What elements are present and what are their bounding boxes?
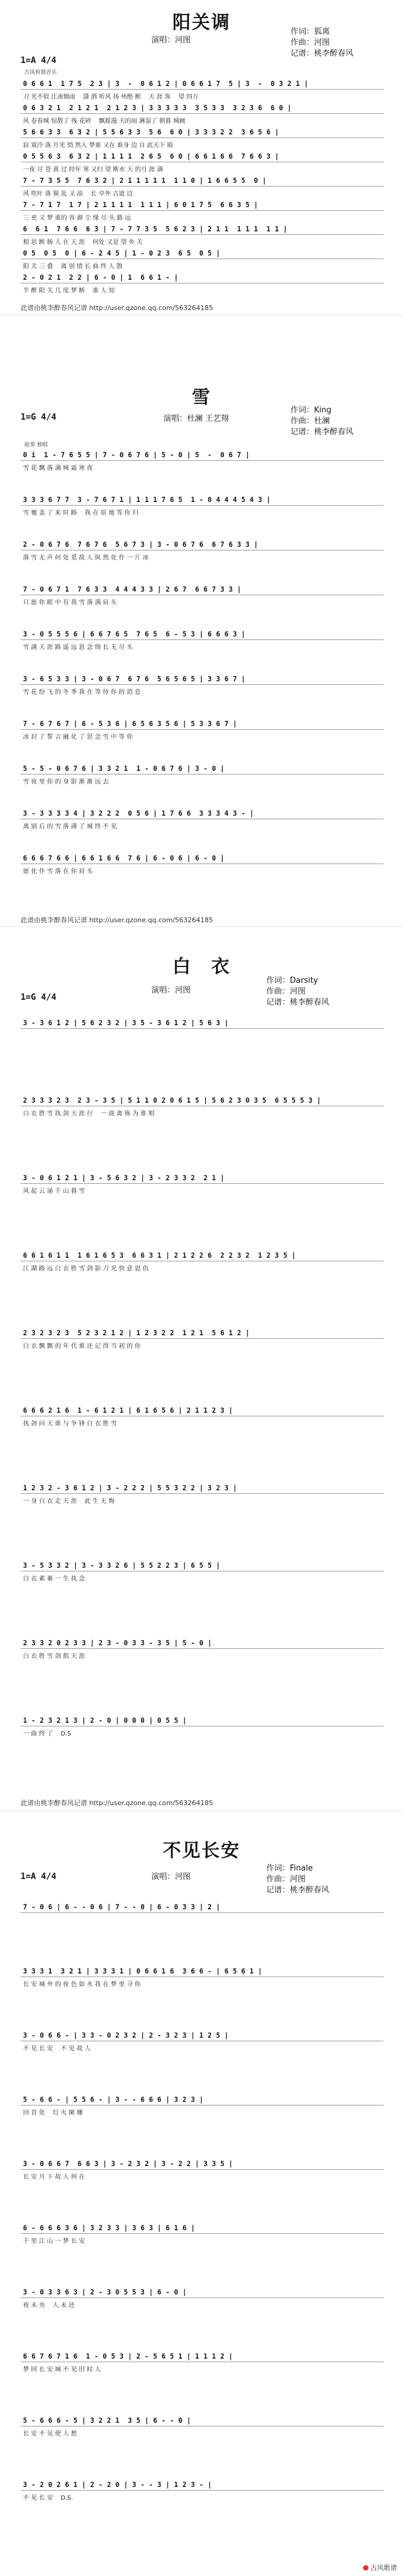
notation-system [21,1966,384,2003]
beat-underline [21,505,384,506]
beat-underline [21,234,384,235]
notation-system [21,584,384,621]
beat-underline [21,1338,384,1339]
notation-system [21,450,384,486]
transcriber: 记谱：桃李醉春风 [290,428,354,437]
notation-system [21,151,384,173]
lyric-row: 雪 满 天 涯 路 遥 远 思 念 绵 长 无 尽 头 [23,644,133,651]
notation-system [21,2095,384,2131]
beat-underline [21,1493,384,1494]
notation-system [21,176,384,197]
lyric-row: 一 身 白 衣 走 天 涯 此 生 无 悔 [23,1498,115,1505]
notation-system [21,495,384,531]
notation-system [21,2159,384,2195]
notation-system [21,1250,384,1287]
transcriber: 记谱：桃李醉春风 [266,998,330,1007]
note-row: 3 - 0 6 6 7 6 6 3 | 3 - 2 3 2 | 3 - 2 2 | 3 3 5 | [23,2160,233,2168]
beat-underline [21,2169,384,2170]
singer: 演唱：河图 [151,1872,191,1881]
lyric-row: 雪 花 纷 飞 的 冬 季 我 在 等 待 你 的 消 息 [23,689,141,696]
notation-system [21,719,384,755]
beat-underline [21,460,384,461]
lyric-row: 雪 覆 盖 了 来 时 路 我 在 原 地 等 你 归 [23,510,139,517]
note-row: 5 6 6 3 3 6 3 2 | 5 5 6 3 3 5 6 6 0 | 3 3 3 2 2 3 6 5 6 | [23,128,280,136]
transcriber: 记谱：桃李醉春风 [266,1886,330,1895]
notation-system [21,1483,384,1519]
note-row: 6 6 6 2 1 6 1 - 6 1 2 1 | 6 1 6 5 6 | 2 1 1 2 3 | [23,1407,233,1415]
note-row: 5 - 5 - 0 6 7 6 | 3 3 2 1 1 - 0 6 7 6 | 3 - 0 | [23,765,224,773]
lyric-row: 梦 回 长 安 城 不 见 旧 时 人 [23,2366,101,2373]
sheet-2 [0,315,403,927]
lyric-row: 回 首 处 灯 火 阑 珊 [23,2110,83,2116]
beat-underline [21,1028,384,1029]
note-row: 5 - 6 6 6 - 5 | 3 2 2 1 3 5 | 6 - - 0 | [23,2417,191,2425]
composer: 作曲：杜澜 [290,417,330,426]
lyric-row: 半 醉 阳 关 几 度 梦 断 谁 人 知 [23,288,115,294]
note-row: 7 - 7 3 5 5 7 6 3 2 | 2 1 1 1 1 1 1 1 0 | 1 6 6 5 5 0 | [23,177,267,185]
beat-underline [21,1648,384,1649]
note-row: 1 2 3 2 - 3 6 1 2 | 3 - 2 2 2 | 5 5 3 2 2 | 3 2 3 | [23,1484,237,1492]
composer: 作曲：河图 [266,1875,306,1884]
lyric-row: 长 安 城 外 的 夜 色 如 水 我 在 梦 里 寻 你 [23,1981,141,1988]
composer: 作曲：河图 [266,987,306,996]
notation-system [21,2416,384,2452]
notation-system [21,2030,384,2067]
key-signature: 1=G 4/4 [21,412,57,422]
note-row: 3 - 0 3 3 6 3 | 2 - 3 0 5 5 3 | 6 - 0 | [23,2288,187,2296]
lyric-row: 长 安 月 下 故 人 何 在 [23,2174,85,2181]
lyric-row: 雪 花 飘 落 满 城 霜 寒 夜 [23,465,93,472]
notation-system [21,272,384,294]
beat-underline [21,186,384,187]
lyric-row: 江 湖 路 远 白 衣 胜 雪 剑 影 刀 光 快 意 恩 仇 [23,1266,149,1272]
lyric-row: 刀 光不似 江南烟雨 潇 洒 听风 扬 州绝 断 天 涯 客 望 四方 [23,94,198,101]
lyric-row: 风 吹叶 落 鬓 乱 又 添 长 亭外 古道 边 [23,191,133,197]
note-row: 2 - 0 6 7 6 7 6 7 6 5 6 7 3 | 3 - 0 6 7 6 6 7 6 3 3 | [23,541,258,549]
note-row: 3 - 0 6 1 2 1 | 3 - 5 6 3 2 | 3 - 2 3 3 2 2 1 | [23,1174,224,1182]
note-row: 7 - 6 7 6 7 | 6 - 5 3 6 | 6 5 6 3 5 6 | 5 3 3 6 7 | [23,720,237,728]
note-row: 3 - 5 3 3 2 | 3 - 3 3 2 6 | 5 5 2 2 3 | 6 5 5 | [23,1562,220,1570]
note-row: 1 - 2 3 2 1 3 | 2 - 0 | 0 0 0 | 0 5 5 | [23,1717,187,1725]
beat-underline [21,137,384,138]
notation-system [21,540,384,576]
key-signature: 1=G 4/4 [21,992,57,1002]
beat-underline [21,1912,384,1913]
note-row: 0 6 6 1 1 7 5 2 3 | 3 - 0 6 1 2 | 0 6 6 1 7 5 | 3 - 0 3 2 1 | [23,80,309,88]
notation-system [21,1018,384,1054]
notation-system [21,808,384,845]
note-row: 2 - 0 2 1 2 2 | 6 - 0 | 1 6 6 1 - | [23,274,179,282]
lyric-row: 寂 寞冷 落 月光 悄 然入 梦谁 又在 谁身 边 自 此天下 暗 [23,142,174,149]
notation-system [21,1328,384,1364]
lyric-row: 离 别 后 的 雪 落 满 了 城 终 不 见 [23,824,117,830]
lyric-row: 白 衣 胜 雪 剑 指 天 涯 [23,1653,85,1660]
note-row: 3 - 0 5 5 5 6 | 6 6 7 6 5 7 6 5 6 - 5 3 | 6 6 6 3 | [23,630,246,638]
note-row: 0 5 0 5 0 | 6 - 2 4 5 | 1 - 0 2 3 6 5 0 5 | [23,249,220,257]
footer-note: 此谱由桃李醉春风记谱 http://user.qzone.qq.com/563264185 [21,304,214,312]
notation-system [21,224,384,246]
note-row: 6 6 7 6 7 1 6 1 - 0 5 3 | 2 - 5 6 5 1 | 1 1 1 2 | [23,2353,233,2360]
lyric-row: 风 起 云 涌 千 山 暮 雪 [23,1188,85,1195]
notation-system [21,2287,384,2323]
note-row: 2 3 2 3 2 3 5 2 3 2 1 2 | 1 2 3 2 2 1 2 1 5 6 1 2 | [23,1329,250,1337]
beat-underline [21,210,384,211]
notation-system [21,103,384,125]
song-title: 阳关调 [172,12,231,33]
notation-system [21,200,384,222]
corner-logo [361,2561,399,2574]
sheet-1 [0,0,403,315]
notation-system [21,764,384,800]
lyric-row: 一 曲 终 了 D.S [23,1731,71,1737]
notation-system [21,1405,384,1442]
note-row: 2 3 3 2 0 2 3 3 | 2 3 - 0 3 3 - 3 5 | 5 - 0 | [23,1639,212,1647]
key-signature: 1=A 4/4 [21,56,57,65]
sheet-4 [0,1811,403,2576]
lyric-row: 一夜 尽 苍 黄 过 经年 寒 又归 望 断水 天 的月 涯 满 [23,167,163,173]
singer: 演唱：杜澜 王艺翔 [163,414,229,423]
lyric-row: 千 里 江 山 一 梦 长 安 [23,2238,85,2245]
lyric-row: 雪 夜 里 你 的 身 影 渐 渐 远 去 [23,779,109,785]
note-row: 3 - 0 6 6 - | 3 3 - 0 2 3 2 | 2 - 3 2 3 | 1 2 5 | [23,2032,229,2039]
beat-underline [21,684,384,685]
lyric-row: 白 衣 飘 飘 的 年 代 谁 还 记 得 当 初 的 你 [23,1343,141,1350]
beat-underline [21,113,384,114]
note-row: 0 5 5 6 3 6 3 2 | 1 1 1 1 2 6 5 6 0 | 6 6 1 6 6 7 6 6 3 | [23,153,280,160]
sheet-3 [0,926,403,1811]
notation-system [21,674,384,710]
corner-logo-text: 古风歌谱 [370,2564,397,2572]
lyric-row: 白 衣 胜 雪 执 剑 天 涯 行 一 曲 离 殇 为 谁 唱 [23,1111,155,1117]
logo-dot-icon [363,2565,369,2571]
lyric-row: 冰 封 了 誓 言 融 化 了 思 念 雪 中 等 你 [23,734,133,741]
beat-underline [21,1183,384,1184]
singer: 演唱：河图 [151,986,191,995]
lyric-row: 只 愿 你 眼 中 有 我 雪 落 满 肩 头 [23,599,117,606]
note-row: 6 6 6 7 6 6 | 6 6 1 6 6 7 6 | 6 - 0 6 | 6 - 0 | [23,854,224,862]
lyric-row: 不 见 长 安 D.S. [23,2495,73,2502]
note-row: 5 - 6 6 - | 5 5 6 - | 3 - - 6 6 6 | 3 2 3 | [23,2096,204,2104]
song-title: 雪 [192,387,211,408]
lyric-row: 夜 未 央 人 未 还 [23,2302,75,2309]
lyric-row: 三 更 又 梦 谁的 容 颜 尘 缘 尽 头 路 远 [23,215,131,222]
beat-underline [21,639,384,640]
notation-system [21,1902,384,1938]
beat-underline [21,2490,384,2491]
note-row: 7 - 0 6 | 6 - - 0 6 | 7 - - 0 | 6 - 0 3 3 | 2 | [23,1903,220,1911]
note-row: 3 - 2 0 2 6 1 | 2 - 2 0 | 3 - - 3 | 1 2 3 - | [23,2481,212,2489]
note-row: 6 6 1 6 1 1 1 6 1 6 5 3 6 6 3 1 | 2 1 2 2 6 2 2 3 2 1 2 3 5 | [23,1252,296,1260]
lyric-row: 愿 化 作 雪 落 在 你 肩 头 [23,868,93,875]
notation-system [21,79,384,101]
note-row: 3 - 3 6 1 2 | 5 6 2 3 2 | 3 5 - 3 6 1 2 | 5 6 3 | [23,1019,229,1027]
beat-underline [21,2297,384,2298]
note-row: 3 - 3 3 3 3 4 | 3 2 2 2 0 5 6 | 1 7 6 6 3 3 3 4 3 - | [23,810,254,817]
lyricist: 作词：Finale [266,1864,313,1873]
note-row: 7 - 7 1 7 1 7 | 2 1 1 1 1 1 1 1 | 6 0 1 7 5 6 6 3 5 | [23,201,258,209]
notation-system [21,2223,384,2259]
note-row: 3 - 6 5 3 3 | 3 - 0 6 7 6 7 6 5 6 5 6 5 | 3 3 6 7 | [23,675,246,683]
transcriber: 记谱：桃李醉春风 [290,49,354,58]
notation-system [21,1560,384,1597]
lyric-row: 白 衣 素 裹 一 生 执 念 [23,1576,85,1582]
note-row: 2 3 3 3 2 3 2 3 - 3 5 | 5 1 1 0 2 0 6 1 5 | 5 6 2 3 0 3 5 6 5 5 5 3 | [23,1097,321,1105]
notation-system [21,1095,384,1132]
notation-system [21,248,384,270]
notation-system [21,629,384,665]
notation-system [21,2480,384,2516]
key-signature: 1=A 4/4 [21,1872,57,1881]
lyric-row: 不 见 长 安 不 见 故 人 [23,2046,91,2052]
footer-note: 此谱由桃李醉春风记谱 http://user.qzone.qq.com/563264185 [21,1799,214,1807]
lyric-row: 风 卷春城 惊散了 残 花碎 飘摇漫 天的雨 淋湿了 朝暮 城阙 [23,118,186,125]
note-row: 6 6 1 7 6 6 6 3 | 7 - 7 7 3 5 5 6 2 3 | 2 1 1 1 1 1 1 1 | [23,225,287,233]
notation-system [21,1638,384,1674]
beat-underline [21,89,384,90]
lyric-row: 阳 关 三 叠 离 别 情 长 曲 终 人 散 [23,263,123,270]
footer-note: 此谱由桃李醉春风记谱 http://user.qzone.qq.com/563264185 [21,916,214,924]
lyricist: 作词：Darsity [266,976,318,985]
note-row: 6 - 6 6 6 3 6 | 3 2 3 3 | 3 6 3 | 6 1 6 | [23,2224,195,2232]
note-row: 0 6 3 2 1 2 1 2 1 2 1 2 3 | 3 3 3 3 3 3 5 3 3 3 2 3 6 6 0 | [23,104,292,112]
beat-underline [21,2233,384,2234]
lyric-row: 落 雪 无 声 何 处 觅 故 人 纵 然 化 作 一 片 冰 [23,555,149,561]
section-tag: 古风和谐音乐 [24,70,57,76]
song-title: 不见长安 [163,1840,240,1861]
notation-system [21,2351,384,2388]
lyric-row: 长 安 不 见 使 人 愁 [23,2431,77,2437]
song-title: 白 衣 [172,956,231,977]
note-row: 3 3 3 6 7 7 3 - 7 6 7 1 | 1 1 1 7 6 5 1 - 0 4 4 4 5 4 3 | [23,496,271,504]
note-row: 7 - 0 6 7 1 7 6 3 3 4 4 4 3 3 | 2 6 7 6 6 7 3 3 | [23,586,241,593]
lyricist: 作词：狐离 [290,27,330,36]
lyricist: 作词：King [290,406,332,415]
notation-system [21,853,384,890]
note-row: 0 i 1 - 7 6 5 5 | 7 - 0 6 7 6 | 5 - 0 | 5 - 0 6 7 | [23,451,250,459]
singer: 演唱：河图 [151,36,191,45]
notation-system [21,127,384,149]
notation-system [21,1716,384,1752]
beat-underline [21,729,384,730]
lyric-row: 相 思 断 肠 人 在 天 涯 何处 又是 望 乡 关 [23,239,143,246]
note-row: 3 3 3 1 3 2 1 | 3 3 3 1 | 0 6 6 1 6 3 6 6 - | 6 5 6 1 | [23,1967,263,1975]
lyric-row: 执 剑 问 天 谁 与 争 锋 白 衣 胜 雪 [23,1421,117,1427]
composer: 作曲：河图 [290,38,330,47]
notation-system [21,1173,384,1209]
section-tag: 前奏 独唱 [24,442,48,448]
